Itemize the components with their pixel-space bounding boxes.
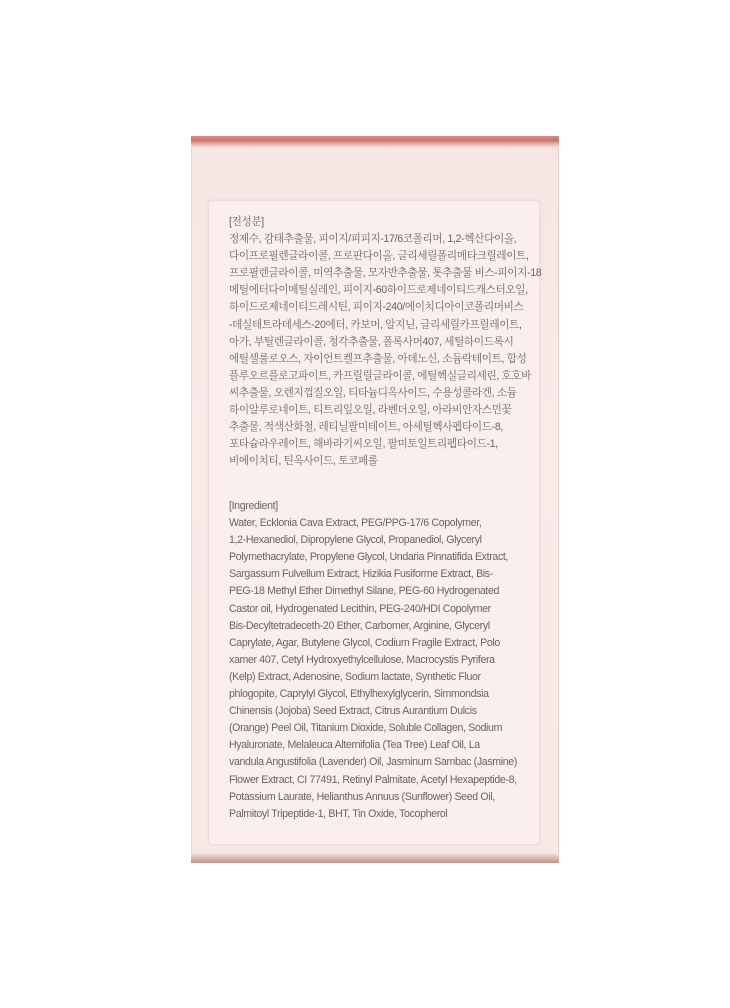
english-ingredient-list xyxy=(229,498,534,823)
english-line: vandula Angustifolia (Lavender) Oil, Jasminum Sambac (Jasmine) xyxy=(229,756,518,769)
english-line: Sargassum Fulvellum Extract, Hizikia Fusiforme Extract, Bis- xyxy=(229,568,493,581)
english-line: PEG-18 Methyl Ether Dimethyl Silane, PEG-60 Hydrogenated xyxy=(229,585,500,598)
english-line: Chinensis (Jojoba) Seed Extract, Citrus Aurantium Dulcis xyxy=(229,705,477,718)
korean-line: 포타슘라우레이트, 해바라기씨오일, 팔미토일트리펩타이드-1, xyxy=(229,438,498,451)
korean-line: 아가, 부틸렌글라이콜, 청각추출물, 폴록사머407, 세틸하이드록시 xyxy=(229,335,514,348)
korean-line: -데실테트라데세스-20에터, 카보머, 알지닌, 글리세릴카프릴레이트, xyxy=(229,318,522,331)
english-line: Polymethacrylate, Propylene Glycol, Undaria Pinnatifida Extract, xyxy=(229,551,509,564)
english-heading: [Ingredient] xyxy=(229,500,278,512)
box-top-edge xyxy=(191,136,559,148)
korean-line: 하이드로제네이티드레시틴, 피이지-240/에이치디아이코폴리머비스 xyxy=(229,301,524,314)
korean-line: 메틸에터다이메틸실레인, 피이지-60하이드로제네이티드캐스터오일, xyxy=(229,284,528,297)
box-bottom-edge xyxy=(191,853,559,863)
english-line: (Kelp) Extract, Adenosine, Sodium lactate, Synthetic Fluor xyxy=(229,670,481,683)
korean-heading: [전성분] xyxy=(229,216,264,228)
english-line: phlogopite, Caprylyl Glycol, Ethylhexylglycerin, Simmondsia xyxy=(229,688,489,701)
korean-line: 추출물, 적색산화철, 레티닐팔미테이트, 아세틸헥사펩타이드-8, xyxy=(229,421,503,434)
korean-line: 다이프로필렌글라이콜, 프로판다이올, 글리세릴폴리메타크릴레이트, xyxy=(229,250,529,263)
english-line: Bis-Decyltetradeceth-20 Ether, Carbomer, Arginine, Glyceryl xyxy=(229,619,490,632)
english-line: Hyaluronate, Melaleuca Alternifolia (Tea Tree) Leaf Oil, La xyxy=(229,739,480,752)
english-line: Castor oil, Hydrogenated Lecithin, PEG-240/HDI Copolymer xyxy=(229,602,491,615)
korean-line: 에틸셀룰로오스, 자이언트켈프추출물, 아데노신, 소듐락테이트, 합성 xyxy=(229,352,527,365)
korean-line: 프로필렌글라이콜, 미역추출물, 모자반추출물, 톳추출물 비스-피이지-18 xyxy=(229,267,542,280)
english-line: xamer 407, Cetyl Hydroxyethylcellulose, Macrocystis Pyrifera xyxy=(229,653,495,666)
korean-line: 비에이치티, 틴옥사이드, 토코페롤 xyxy=(229,455,378,468)
english-line: Caprylate, Agar, Butylene Glycol, Codium Fragile Extract, Polo xyxy=(229,636,500,649)
english-line: (Orange) Peel Oil, Titanium Dioxide, Soluble Collagen, Sodium xyxy=(229,722,503,735)
korean-line: 씨추출물, 오렌지껍질오일, 티타늄디옥사이드, 수용성콜라겐, 소듐 xyxy=(229,386,517,399)
english-line: Palmitoyl Tripeptide-1, BHT, Tin Oxide, Tocopherol xyxy=(229,807,448,820)
korean-line: 플루오르플로고파이트, 카프릴릴글라이콜, 에틸헥실글리세린, 호호바 xyxy=(229,369,532,382)
english-line: Flower Extract, CI 77491, Retinyl Palmitate, Acetyl Hexapeptide-8, xyxy=(229,773,517,786)
korean-ingredient-list xyxy=(229,214,542,470)
korean-line: 하이알루로네이트, 티트리잎오일, 라벤더오일, 아라비안자스민꽃 xyxy=(229,404,512,417)
english-line: Water, Ecklonia Cava Extract, PEG/PPG-17/6 Copolymer, xyxy=(229,517,482,530)
english-line: 1,2-Hexanediol, Dipropylene Glycol, Propanediol, Glyceryl xyxy=(229,534,482,547)
english-line: Potassium Laurate, Helianthus Annuus (Sunflower) Seed Oil, xyxy=(229,790,495,803)
korean-line: 정제수, 감태추출물, 피이지/피피지-17/6코폴리머, 1,2-헥산다이올, xyxy=(229,233,517,246)
